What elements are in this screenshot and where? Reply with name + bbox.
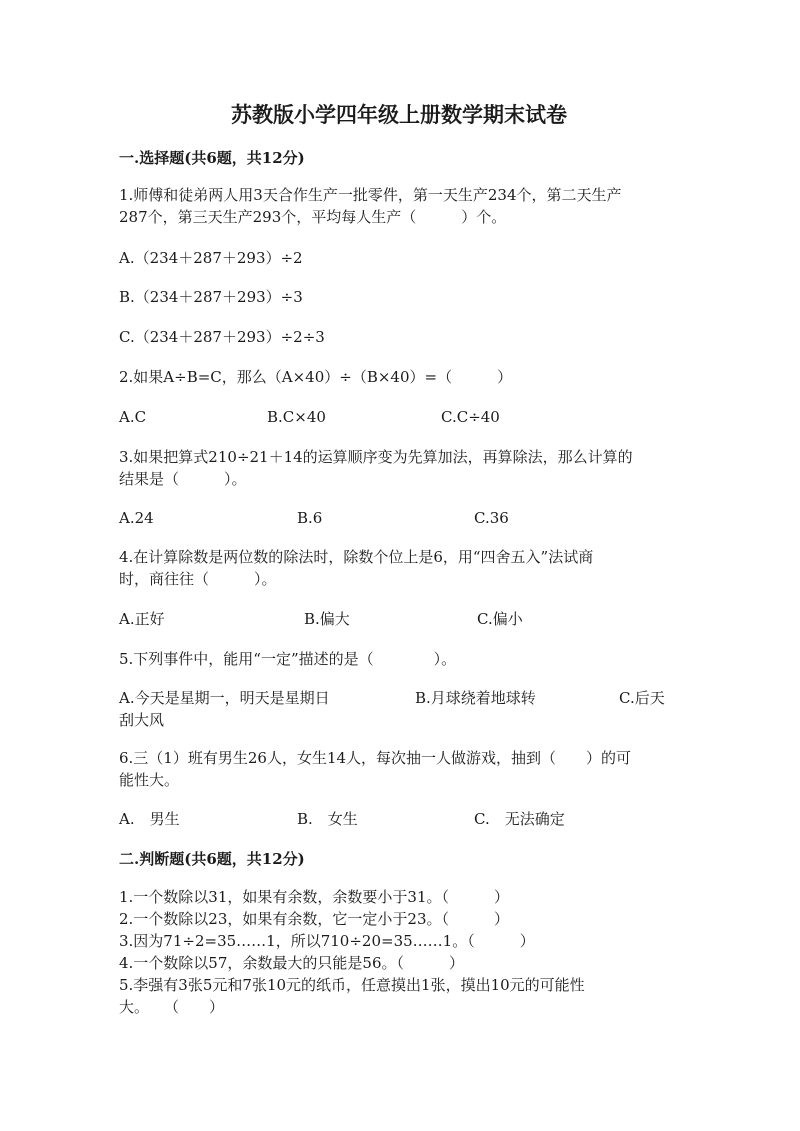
question-4-stem (119, 546, 674, 590)
stem-line: 时，商往往（ ）。 (119, 570, 277, 588)
question-3-options (119, 507, 674, 529)
question-2-stem: 2.如果A÷B=C，那么（A×40）÷（B×40）=（ ） (119, 368, 513, 386)
question-2-options (119, 406, 674, 428)
judgement-item: 2.一个数除以23，如果有余数，它一定小于23。（ ） (119, 910, 509, 928)
section-heading-choice: 一.选择题(共6题，共12分) (119, 149, 305, 167)
question-6-options (119, 808, 674, 830)
option-b: B.偏大 (304, 610, 350, 628)
judgement-item: 4.一个数除以57，余数最大的只能是56。（ ） (119, 954, 464, 972)
option-c: C.偏小 (477, 610, 523, 628)
stem-line: 结果是（ ）。 (119, 470, 247, 488)
exam-title: 苏教版小学四年级上册数学期末试卷 (231, 102, 567, 127)
option-c: C.36 (474, 509, 509, 527)
question-1-option-b: B.（234＋287＋293）÷3 (119, 288, 303, 306)
option-b: B. 女生 (297, 810, 358, 828)
judgement-item-wrap: 大。 （ ） (119, 998, 225, 1016)
option-a: A.24 (119, 509, 154, 527)
option-a: A.C (119, 408, 147, 426)
question-1-option-c: C.（234＋287＋293）÷2÷3 (119, 328, 325, 346)
stem-line: 6.三（1）班有男生26人，女生14人，每次抽一人做游戏，抽到（ ）的可 (119, 749, 632, 767)
question-5-option-c-wrap: 刮大风 (119, 711, 165, 729)
judgement-item: 5.李强有3张5元和7张10元的纸币，任意摸出1张，摸出10元的可能性 (119, 976, 585, 994)
stem-line: 3.如果把算式210÷21＋14的运算顺序变为先算加法，再算除法，那么计算的 (119, 448, 633, 466)
question-5-options (119, 687, 674, 709)
option-a: A.今天是星期一，明天是星期日 (119, 689, 330, 707)
option-b: B.6 (297, 509, 323, 527)
question-1-stem (119, 184, 674, 228)
stem-line: 1.师傅和徒弟两人用3天合作生产一批零件，第一天生产234个，第二天生产 (119, 186, 622, 204)
question-6-stem (119, 747, 674, 791)
option-a: A.正好 (119, 610, 165, 628)
option-c: C.C÷40 (441, 408, 500, 426)
judgement-item: 1.一个数除以31，如果有余数，余数要小于31。（ ） (119, 888, 509, 906)
stem-line: 4.在计算除数是两位数的除法时，除数个位上是6，用“四舍五入”法试商 (119, 548, 594, 566)
stem-line: 287个，第三天生产293个，平均每人生产（ ）个。 (119, 208, 507, 226)
judgement-item: 3.因为71÷2=35……1，所以710÷20=35……1。（ ） (119, 932, 535, 950)
question-1-option-a: A.（234＋287＋293）÷2 (119, 249, 303, 267)
option-c: C. 无法确定 (474, 810, 565, 828)
stem-line: 能性大。 (119, 771, 180, 789)
question-5-stem: 5.下列事件中，能用“一定”描述的是（ ）。 (119, 650, 457, 668)
judgement-list (119, 886, 674, 1018)
question-4-options (119, 608, 674, 630)
option-c: C.后天 (619, 689, 665, 707)
option-b: B.月球绕着地球转 (415, 689, 536, 707)
option-b: B.C×40 (267, 408, 326, 426)
section-heading-judgement: 二.判断题(共6题，共12分) (119, 850, 305, 868)
question-3-stem (119, 446, 674, 490)
option-a: A. 男生 (119, 810, 180, 828)
